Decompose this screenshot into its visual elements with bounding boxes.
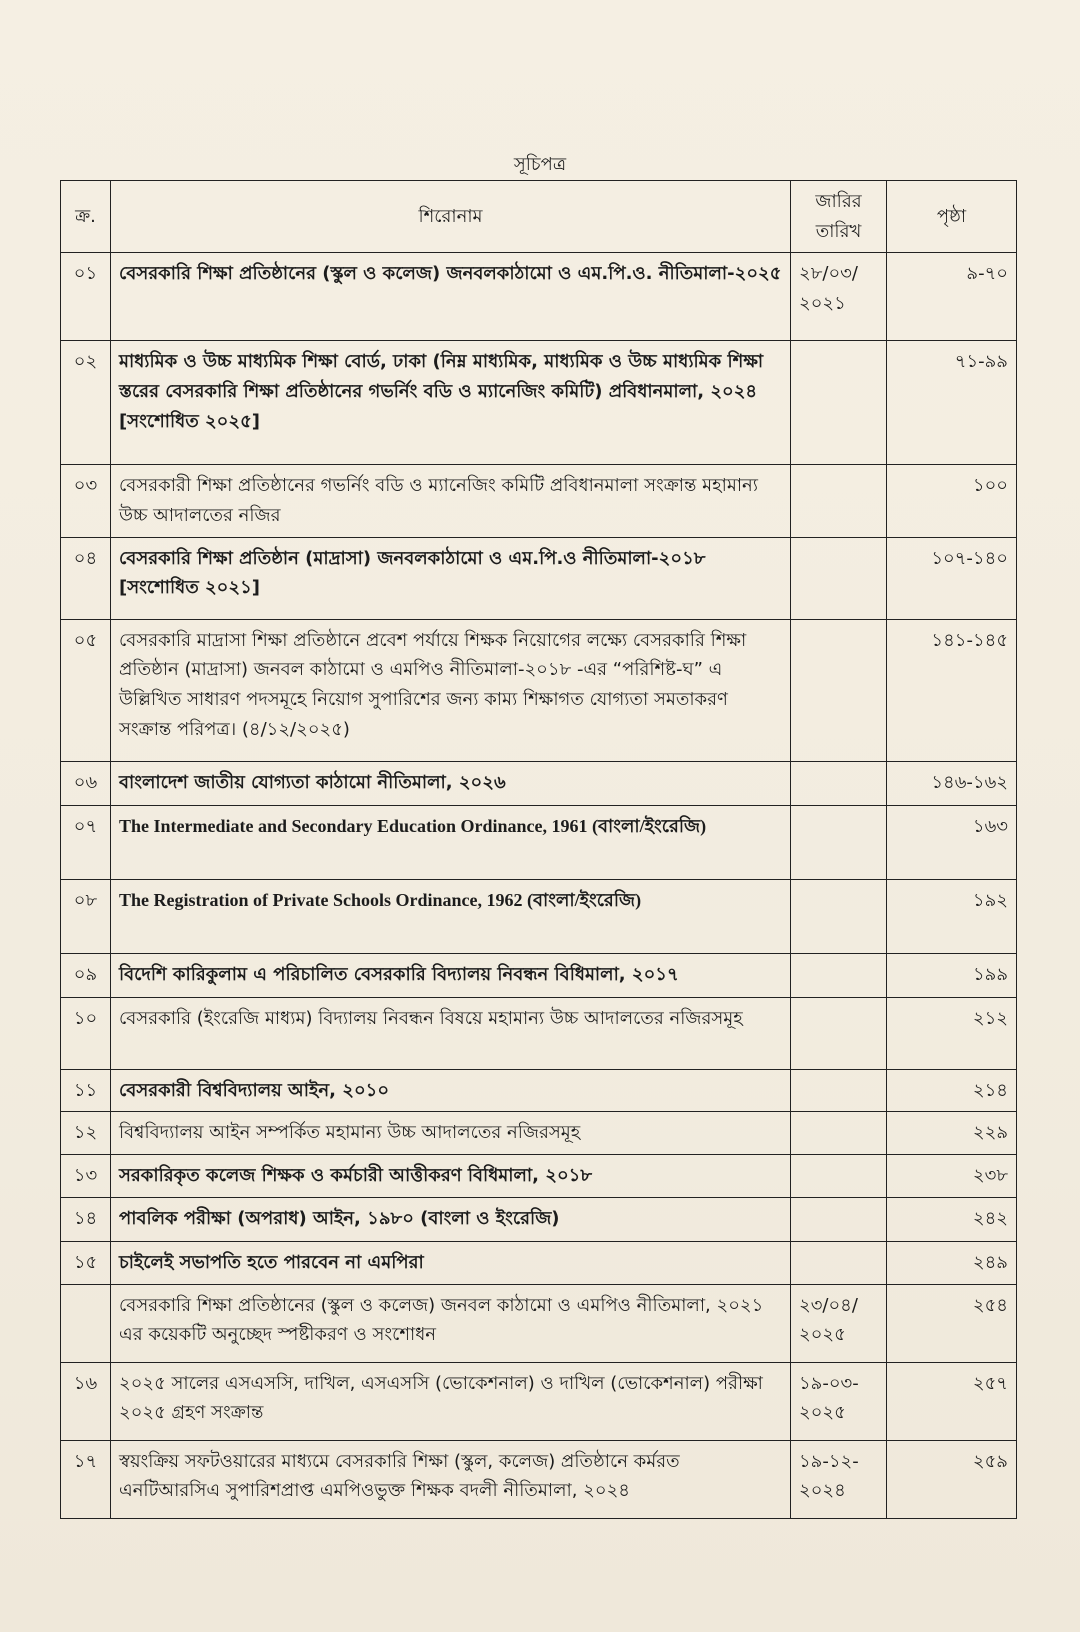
table-row	[61, 879, 1017, 953]
table-row	[61, 1112, 1017, 1155]
table-row	[61, 1440, 1017, 1518]
row-sl: ১৬	[61, 1362, 111, 1440]
table-row	[61, 465, 1017, 537]
row-sl: ০৮	[61, 879, 111, 953]
row-page: ৯-৭০	[887, 253, 1017, 341]
row-page: ২৫৯	[887, 1440, 1017, 1518]
row-title: ২০২৫ সালের এসএসসি, দাখিল, এসএসসি (ভোকেশনাল) ও দাখিল (ভোকেশনাল) পরীক্ষা ২০২৫ গ্রহণ সংক্রান্ত	[111, 1362, 791, 1440]
col-header-date: জারির তারিখ	[791, 181, 887, 253]
row-title: The Registration of Private Schools Ordinance, 1962 (বাংলা/ইংরেজি)	[111, 879, 791, 953]
table-row	[61, 1241, 1017, 1284]
table-row	[61, 1362, 1017, 1440]
row-date	[791, 805, 887, 879]
row-title: বেসরকারি শিক্ষা প্রতিষ্ঠান (মাদ্রাসা) জনবলকাঠামো ও এম.পি.ও নীতিমালা-২০১৮ [সংশোধিত ২০২১]	[111, 537, 791, 619]
row-date	[791, 1241, 887, 1284]
row-title: The Intermediate and Secondary Education Ordinance, 1961 (বাংলা/ইংরেজি)	[111, 805, 791, 879]
row-sl: ১১	[61, 1069, 111, 1112]
row-date	[791, 1069, 887, 1112]
row-sl: ০৩	[61, 465, 111, 537]
row-sl: ০৪	[61, 537, 111, 619]
row-title: বেসরকারী বিশ্ববিদ্যালয় আইন, ২০১০	[111, 1069, 791, 1112]
header-row	[61, 181, 1017, 253]
col-header-sl: ক্র.	[61, 181, 111, 253]
row-title: স্বয়ংক্রিয় সফটওয়ারের মাধ্যমে বেসরকারি শিক্ষা (স্কুল, কলেজ) প্রতিষ্ঠানে কর্মরত এনটিআরসিএ সুপারিশপ্রাপ্ত এমপিওভুক্ত শিক্ষক বদলী নীতিমালা, ২০২৪	[111, 1440, 791, 1518]
toc-table	[60, 180, 1017, 1519]
table-row	[61, 1197, 1017, 1241]
row-page: ২৫৭	[887, 1362, 1017, 1440]
table-row	[61, 761, 1017, 805]
row-sl: ০৫	[61, 619, 111, 761]
row-page: ২১২	[887, 997, 1017, 1069]
table-row	[61, 805, 1017, 879]
row-page: ১৪১-১৪৫	[887, 619, 1017, 761]
row-date	[791, 537, 887, 619]
row-sl: ১০	[61, 997, 111, 1069]
row-date: ২৮/০৩/ ২০২১	[791, 253, 887, 341]
row-sl	[61, 1284, 111, 1362]
table-row	[61, 1155, 1017, 1198]
row-title: বেসরকারি (ইংরেজি মাধ্যম) বিদ্যালয় নিবন্ধন বিষয়ে মহামান্য উচ্চ আদালতের নজিরসমূহ	[111, 997, 791, 1069]
row-sl: ০৬	[61, 761, 111, 805]
table-row	[61, 953, 1017, 997]
row-sl: ০২	[61, 341, 111, 465]
row-title: বেসরকারী শিক্ষা প্রতিষ্ঠানের গভর্নিং বডি ও ম্যানেজিং কমিটি প্রবিধানমালা সংক্রান্ত মহামান্য উচ্চ আদালতের নজির	[111, 465, 791, 537]
row-page: ৭১-৯৯	[887, 341, 1017, 465]
table-row	[61, 253, 1017, 341]
table-row	[61, 997, 1017, 1069]
row-page: ২৪৯	[887, 1241, 1017, 1284]
table-row	[61, 537, 1017, 619]
row-page: ১০০	[887, 465, 1017, 537]
row-page: ২৩৮	[887, 1155, 1017, 1198]
table-row	[61, 619, 1017, 761]
row-date	[791, 1155, 887, 1198]
row-date	[791, 997, 887, 1069]
row-page: ১৬৩	[887, 805, 1017, 879]
row-title: বেসরকারি শিক্ষা প্রতিষ্ঠানের (স্কুল ও কলেজ) জনবলকাঠামো ও এম.পি.ও. নীতিমালা-২০২৫	[111, 253, 791, 341]
row-sl: ১৪	[61, 1197, 111, 1241]
row-date	[791, 341, 887, 465]
row-date	[791, 761, 887, 805]
row-date: ২৩/০৪/ ২০২৫	[791, 1284, 887, 1362]
row-title: পাবলিক পরীক্ষা (অপরাধ) আইন, ১৯৮০ (বাংলা ও ইংরেজি)	[111, 1197, 791, 1241]
row-title: সরকারিকৃত কলেজ শিক্ষক ও কর্মচারী আত্তীকরণ বিধিমালা, ২০১৮	[111, 1155, 791, 1198]
row-page: ২১৪	[887, 1069, 1017, 1112]
row-sl: ১২	[61, 1112, 111, 1155]
row-title: বিশ্ববিদ্যালয় আইন সম্পর্কিত মহামান্য উচ্চ আদালতের নজিরসমূহ	[111, 1112, 791, 1155]
row-date: ১৯-১২- ২০২৪	[791, 1440, 887, 1518]
row-sl: ০১	[61, 253, 111, 341]
row-title: মাধ্যমিক ও উচ্চ মাধ্যমিক শিক্ষা বোর্ড, ঢাকা (নিম্ন মাধ্যমিক, মাধ্যমিক ও উচ্চ মাধ্যমিক শিক্ষা স্তরের বেসরকারি শিক্ষা প্রতিষ্ঠানের গভর্নিং বডি ও ম্যানেজিং কমিটি) প্রবিধানমালা, ২০২৪ [সংশোধিত ২০২৫]	[111, 341, 791, 465]
row-sl: ১৭	[61, 1440, 111, 1518]
row-date	[791, 619, 887, 761]
row-page: ১৯৯	[887, 953, 1017, 997]
row-title: বেসরকারি শিক্ষা প্রতিষ্ঠানের (স্কুল ও কলেজ) জনবল কাঠামো ও এমপিও নীতিমালা, ২০২১ এর কয়েকটি অনুচ্ছেদ স্পষ্টীকরণ ও সংশোধন	[111, 1284, 791, 1362]
page-title: সূচিপত্র	[513, 154, 567, 175]
bleed-through-text	[480, 60, 1000, 84]
table-row	[61, 341, 1017, 465]
row-title: চাইলেই সভাপতি হতে পারবেন না এমপিরা	[111, 1241, 791, 1284]
table-row	[61, 1069, 1017, 1112]
row-date: ১৯-০৩- ২০২৫	[791, 1362, 887, 1440]
row-title: বেসরকারি মাদ্রাসা শিক্ষা প্রতিষ্ঠানে প্রবেশ পর্যায়ে শিক্ষক নিয়োগের লক্ষ্যে বেসরকারি শিক্ষা প্রতিষ্ঠান (মাদ্রাসা) জনবল কাঠামো ও এমপিও নীতিমালা-২০১৮ -এর “পরিশিষ্ট-ঘ” এ উল্লিখিত সাধারণ পদসমূহে নিয়োগ সুপারিশের জন্য কাম্য শিক্ষাগত যোগ্যতা সমতাকরণ সংক্রান্ত পরিপত্র। (৪/১২/২০২৫)	[111, 619, 791, 761]
row-date	[791, 1197, 887, 1241]
row-sl: ০৭	[61, 805, 111, 879]
row-page: ১৯২	[887, 879, 1017, 953]
row-page: ২২৯	[887, 1112, 1017, 1155]
row-title: বাংলাদেশ জাতীয় যোগ্যতা কাঠামো নীতিমালা, ২০২৬	[111, 761, 791, 805]
row-page: ১৪৬-১৬২	[887, 761, 1017, 805]
table-row	[61, 1284, 1017, 1362]
row-page: ২৪২	[887, 1197, 1017, 1241]
row-page: ১০৭-১৪০	[887, 537, 1017, 619]
row-date	[791, 1112, 887, 1155]
row-date	[791, 465, 887, 537]
col-header-title: শিরোনাম	[111, 181, 791, 253]
row-sl: ১৩	[61, 1155, 111, 1198]
row-sl: ০৯	[61, 953, 111, 997]
row-page: ২৫৪	[887, 1284, 1017, 1362]
row-sl: ১৫	[61, 1241, 111, 1284]
row-date	[791, 879, 887, 953]
col-header-page: পৃষ্ঠা	[887, 181, 1017, 253]
row-title: বিদেশি কারিকুলাম এ পরিচালিত বেসরকারি বিদ্যালয় নিবন্ধন বিধিমালা, ২০১৭	[111, 953, 791, 997]
row-date	[791, 953, 887, 997]
